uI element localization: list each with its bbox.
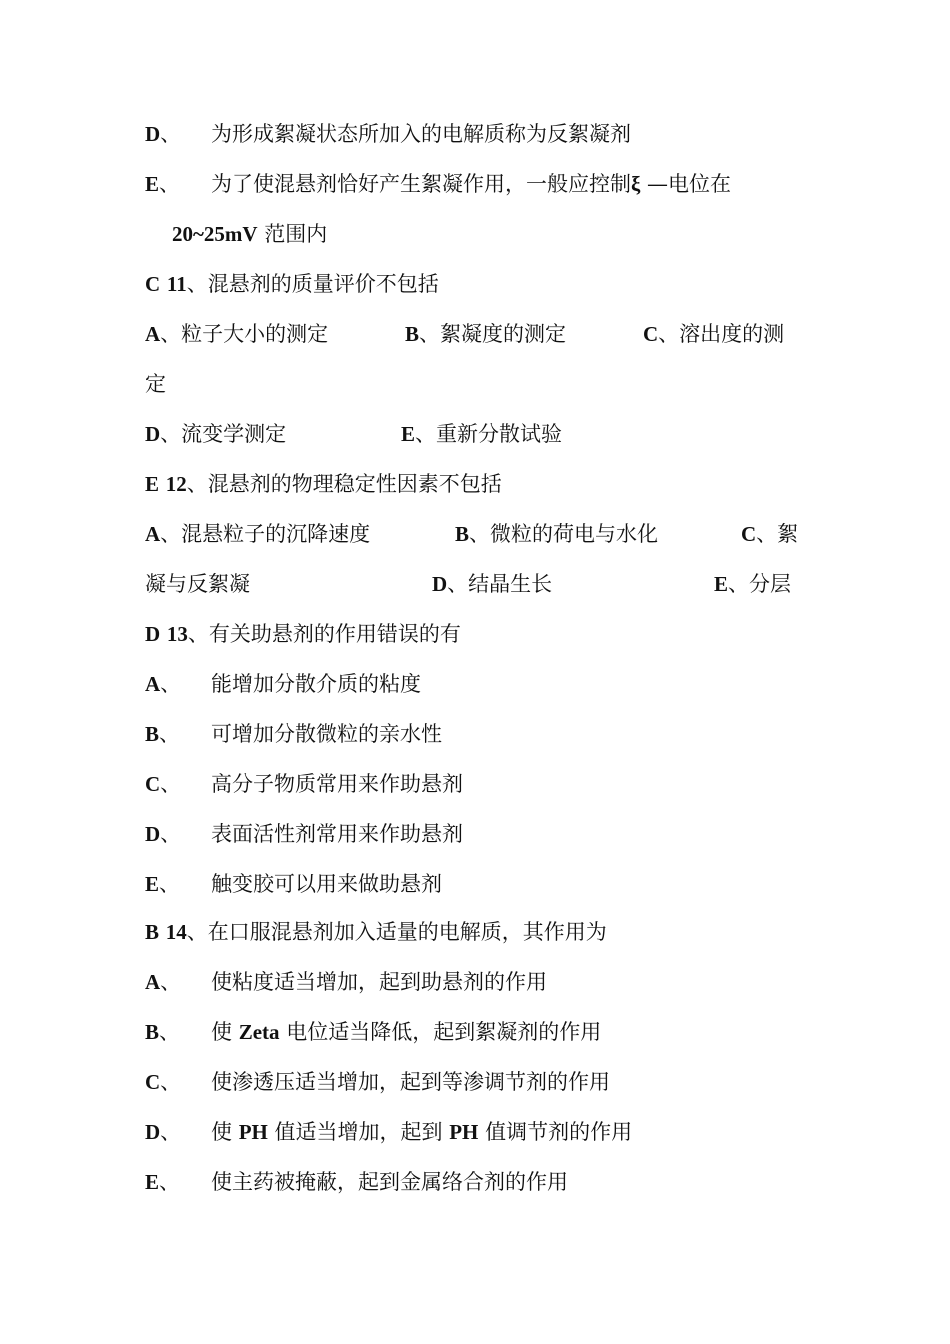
option-letter: E (401, 422, 416, 446)
option-text: 触变胶可以用来做助悬剂 (211, 872, 442, 896)
option-text-2: —电位在 (640, 172, 732, 196)
option-letter: C (741, 522, 757, 546)
q13-option-e (145, 870, 442, 898)
q10-option-e (145, 170, 731, 198)
q14-option-e (145, 1168, 568, 1196)
potential-range: 20~25mV (172, 222, 258, 246)
option-mark: 、 (160, 1070, 182, 1094)
option-text-pre: 使 (211, 1120, 239, 1144)
zeta-term: Zeta (238, 1020, 280, 1044)
option-mark: 、 (159, 172, 181, 196)
option-text: 使粘度适当增加，起到助悬剂的作用 (211, 970, 547, 994)
option-text: 使主药被掩蔽，起到金属络合剂的作用 (211, 1170, 568, 1194)
q13-option-a (145, 670, 421, 698)
question-text: 、混悬剂的物理稳定性因素不包括 (186, 472, 502, 496)
option-mark: 、 (160, 822, 182, 846)
question-number: 14 (165, 920, 187, 944)
option-text: 表面活性剂常用来作助悬剂 (211, 822, 463, 846)
option-text: 高分子物质常用来作助悬剂 (211, 772, 463, 796)
option-mark: 、 (159, 1170, 181, 1194)
option-mark: 、 (160, 970, 182, 994)
question-text: 、有关助悬剂的作用错误的有 (187, 622, 461, 646)
option-text: 值调节剂的作用 (478, 1120, 633, 1144)
answer-key: E (145, 472, 160, 496)
question-text: 、混悬剂的质量评价不包括 (186, 272, 439, 296)
option-mark: 、 (160, 672, 182, 696)
q12-stem (145, 470, 502, 498)
q10-option-e-continuation (172, 220, 327, 248)
option-text: 、分层 (728, 572, 792, 596)
q11-option-b (405, 320, 566, 348)
option-text: 、微粒的荷电与水化 (469, 522, 659, 546)
option-letter: B (405, 322, 420, 346)
option-text: 可增加分散微粒的亲水性 (211, 722, 442, 746)
q13-stem (145, 620, 461, 648)
question-number: 11 (166, 272, 187, 296)
option-letter: E (145, 872, 160, 896)
option-letter: D (145, 1120, 161, 1144)
q12-options-row-2 (0, 570, 950, 598)
option-text: 使渗透压适当增加，起到等渗调节剂的作用 (211, 1070, 610, 1094)
option-letter: A (145, 522, 161, 546)
q12-option-b (455, 520, 658, 548)
option-text-cont: 范围内 (257, 222, 328, 246)
option-mark: 、 (159, 722, 181, 746)
option-text: 电位适当降低，起到絮凝剂的作用 (279, 1020, 602, 1044)
option-letter: D (145, 122, 161, 146)
option-letter: B (145, 722, 160, 746)
ph-term-2: PH (449, 1120, 479, 1144)
option-text: 、絮凝度的测定 (419, 322, 567, 346)
q11-stem (145, 270, 439, 298)
option-mark: 、 (160, 1120, 182, 1144)
option-letter: A (145, 672, 161, 696)
option-letter: D (432, 572, 448, 596)
question-text: 、在口服混悬剂加入适量的电解质，其作用为 (186, 920, 607, 944)
option-text-cont: 定 (145, 372, 166, 396)
q11-option-c (643, 320, 784, 348)
q11-options-row-1 (0, 320, 950, 348)
option-letter: C (643, 322, 659, 346)
option-letter: A (145, 322, 161, 346)
xi-symbol: ξ (631, 172, 641, 196)
option-mark: 、 (160, 772, 182, 796)
question-number: 13 (166, 622, 188, 646)
q12-options-row-1 (0, 520, 950, 548)
option-text: 、溶出度的测 (658, 322, 785, 346)
q12-option-a (145, 520, 370, 548)
option-letter: C (145, 772, 161, 796)
q12-option-c-continuation (145, 570, 250, 598)
option-letter: B (455, 522, 470, 546)
q14-option-b (145, 1018, 601, 1046)
option-letter: E (714, 572, 729, 596)
q14-option-c (145, 1068, 610, 1096)
option-text: 为形成絮凝状态所加入的电解质称为反絮凝剂 (211, 122, 631, 146)
option-mark: 、 (160, 122, 182, 146)
option-mark: 、 (159, 1020, 181, 1044)
q12-option-e (714, 570, 791, 598)
q14-option-a (145, 968, 547, 996)
option-text: 能增加分散介质的粘度 (211, 672, 421, 696)
option-text: 、絮 (756, 522, 799, 546)
q11-options-row-2 (0, 420, 950, 448)
answer-key: D (145, 622, 161, 646)
question-number: 12 (165, 472, 187, 496)
option-letter: E (145, 172, 160, 196)
option-text-pre: 使 (211, 1020, 239, 1044)
option-letter: D (145, 422, 161, 446)
q11-option-a (145, 320, 328, 348)
q11-option-d (145, 420, 286, 448)
q13-option-b (145, 720, 442, 748)
option-letter: B (145, 1020, 160, 1044)
q12-option-d (432, 570, 552, 598)
option-letter: E (145, 1170, 160, 1194)
q13-option-c (145, 770, 463, 798)
option-text-mid: 值适当增加，起到 (267, 1120, 450, 1144)
q14-stem (145, 918, 607, 946)
q10-option-d (145, 120, 631, 148)
option-letter: D (145, 822, 161, 846)
option-letter: A (145, 970, 161, 994)
option-letter: C (145, 1070, 161, 1094)
q12-option-c (741, 520, 798, 548)
option-text: 、重新分散试验 (415, 422, 563, 446)
option-text: 、混悬粒子的沉降速度 (160, 522, 371, 546)
answer-key: B (145, 920, 160, 944)
option-text-cont: 凝与反絮凝 (145, 572, 250, 596)
option-mark: 、 (159, 872, 181, 896)
option-text: 为了使混悬剂恰好产生絮凝作用，一般应控制 (211, 172, 631, 196)
option-text: 、粒子大小的测定 (160, 322, 329, 346)
option-text: 、结晶生长 (447, 572, 553, 596)
q11-option-c-continuation (145, 370, 166, 398)
q11-option-e (401, 420, 562, 448)
q13-option-d (145, 820, 463, 848)
answer-key: C (145, 272, 161, 296)
option-text: 、流变学测定 (160, 422, 287, 446)
q14-option-d (145, 1118, 632, 1146)
ph-term: PH (238, 1120, 268, 1144)
